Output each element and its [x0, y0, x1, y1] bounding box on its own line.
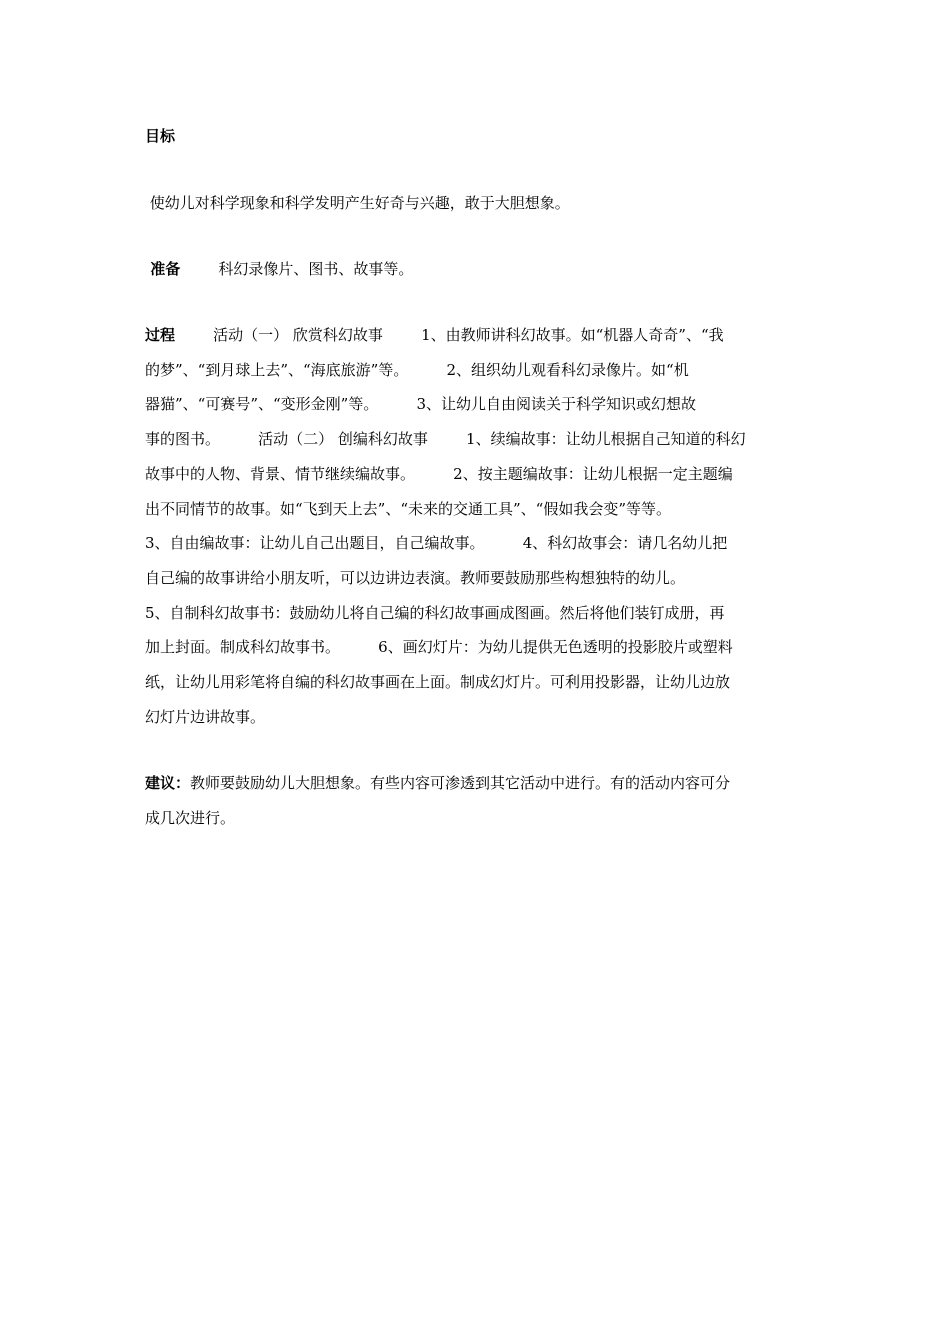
process-line: 出不同情节的故事。如“飞到天上去”、“未来的交通工具”、“假如我会变”等等。 [145, 499, 672, 518]
suggestion-line: 成几次进行。 [145, 808, 236, 827]
goal-heading: 目标 [145, 127, 176, 145]
process-section [145, 318, 810, 734]
suggestion-line: 教师要鼓励幼儿大胆想象。有些内容可渗透到其它活动中进行。有的活动内容可分 [190, 774, 731, 792]
preparation-text: 科幻录像片、图书、故事等。 [180, 260, 414, 278]
process-line: 自己编的故事讲给小朋友听，可以边讲边表演。教师要鼓励那些构想独特的幼儿。 [145, 568, 686, 587]
goal-text: 使幼儿对科学现象和科学发明产生好奇与兴趣，敢于大胆想象。 [145, 194, 570, 212]
process-line: 器猫”、“可赛号”、“变形金刚”等。 3、让幼儿自由阅读关于科学知识或幻想故 [145, 395, 697, 414]
suggestion-heading: 建议： [145, 774, 191, 792]
process-line: 5、自制科幻故事书：鼓励幼儿将自己编的科幻故事画成图画。然后将他们装钉成册，再 [145, 603, 725, 622]
preparation-heading: 准备 [145, 260, 181, 278]
process-line: 纸，让幼儿用彩笔将自编的科幻故事画在上面。制成幻灯片。可利用投影器，让幼儿边放 [145, 673, 731, 692]
preparation-section [145, 252, 810, 287]
process-line: 3、自由编故事：让幼儿自己出题目，自己编故事。 4、科幻故事会：请几名幼儿把 [145, 534, 728, 553]
process-line: 事的图书。 活动（二） 创编科幻故事 1、续编故事：让幼儿根据自己知道的科幻 [145, 430, 746, 449]
suggestion-section [145, 766, 810, 835]
process-line: 的梦”、“到月球上去”、“海底旅游”等。 2、组织幼儿观看科幻录像片。如“机 [145, 360, 689, 379]
process-heading: 过程 [145, 326, 176, 344]
process-line: 故事中的人物、背景、情节继续编故事。 2、按主题编故事：让幼儿根据一定主题编 [145, 464, 733, 483]
process-line: 幻灯片边讲故事。 [145, 707, 266, 726]
process-line: 加上封面。制成科幻故事书。 6、画幻灯片：为幼儿提供无色透明的投影胶片或塑料 [145, 638, 733, 657]
process-line: 活动（一） 欣赏科幻故事 1、由教师讲科幻故事。如“机器人奇奇”、“我 [175, 326, 724, 344]
